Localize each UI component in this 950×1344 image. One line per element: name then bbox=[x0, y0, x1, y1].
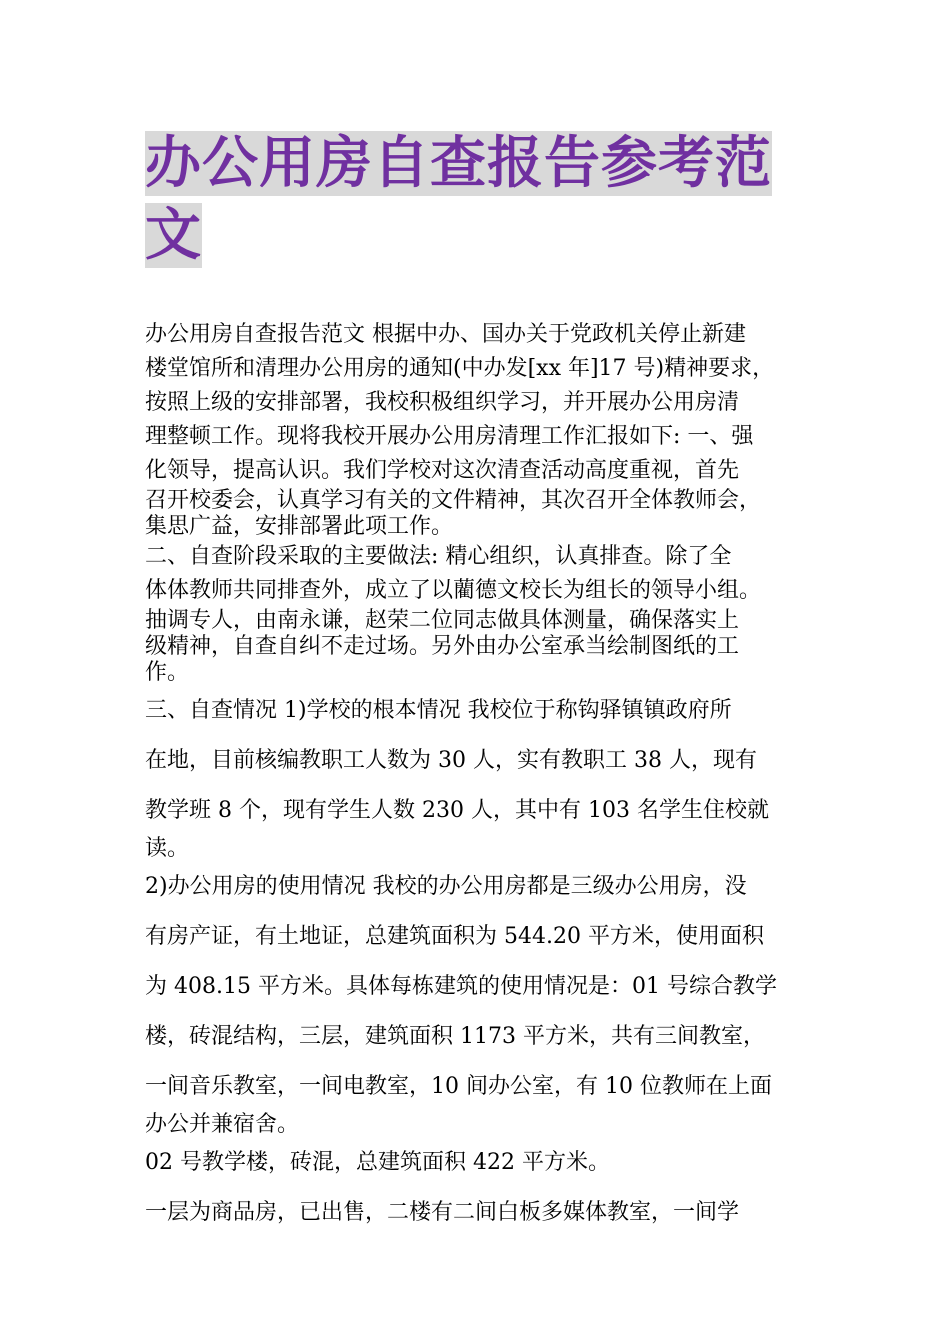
document-title bbox=[145, 128, 815, 272]
body-line: 办公用房自查报告范文 根据中办、国办关于党政机关停止新建 bbox=[145, 322, 746, 347]
body-line: 级精神，自查自纠不走过场。另外由办公室承当绘制图纸的工 bbox=[145, 634, 740, 659]
body-line: 有房产证，有土地证，总建筑面积为 544.20 平方米，使用面积 bbox=[145, 924, 764, 949]
body-line: 作。 bbox=[145, 660, 190, 685]
body-line: 2)办公用房的使用情况 我校的办公用房都是三级办公用房，没 bbox=[145, 874, 747, 899]
body-line: 抽调专人，由南永谦，赵荣二位同志做具体测量，确保落实上 bbox=[145, 608, 740, 633]
body-line: 一层为商品房，已出售，二楼有二间白板多媒体教室，一间学 bbox=[145, 1200, 740, 1225]
body-line: 集思广益，安排部署此项工作。 bbox=[145, 514, 454, 539]
body-line: 三、自查情况 1)学校的根本情况 我校位于称钩驿镇镇政府所 bbox=[145, 698, 732, 723]
title-line-2: 文 bbox=[145, 203, 202, 268]
body-line: 读。 bbox=[145, 836, 190, 861]
document-body bbox=[145, 318, 815, 1238]
body-line: 办公并兼宿舍。 bbox=[145, 1112, 300, 1137]
body-line: 化领导，提高认识。我们学校对这次清查活动高度重视，首先 bbox=[145, 458, 740, 483]
body-line: 一间音乐教室，一间电教室，10 间办公室，有 10 位教师在上面 bbox=[145, 1074, 772, 1099]
body-line: 为 408.15 平方米。具体每栋建筑的使用情况是：01 号综合教学 bbox=[145, 974, 777, 999]
body-line: 楼，砖混结构，三层，建筑面积 1173 平方米，共有三间教室， bbox=[145, 1024, 765, 1049]
title-line-1: 办公用房自查报告参考范 bbox=[145, 131, 772, 196]
body-line: 楼堂馆所和清理办公用房的通知(中办发[xx 年]17 号)精神要求， bbox=[145, 356, 775, 381]
body-line: 教学班 8 个，现有学生人数 230 人，其中有 103 名学生住校就 bbox=[145, 798, 769, 823]
body-line: 体体教师共同排查外，成立了以藺德文校长为组长的领导小组。 bbox=[145, 578, 762, 603]
body-line: 02 号教学楼，砖混，总建筑面积 422 平方米。 bbox=[145, 1150, 610, 1175]
body-line: 召开校委会，认真学习有关的文件精神，其次召开全体教师会， bbox=[145, 488, 762, 513]
body-line: 在地，目前核编教职工人数为 30 人，实有教职工 38 人，现有 bbox=[145, 748, 757, 773]
body-line: 二、自查阶段采取的主要做法: 精心组织，认真排查。除了全 bbox=[145, 544, 732, 569]
body-line: 理整顿工作。现将我校开展办公用房清理工作汇报如下: 一、强 bbox=[145, 424, 754, 449]
body-line: 按照上级的安排部署，我校积极组织学习，并开展办公用房清 bbox=[145, 390, 740, 415]
